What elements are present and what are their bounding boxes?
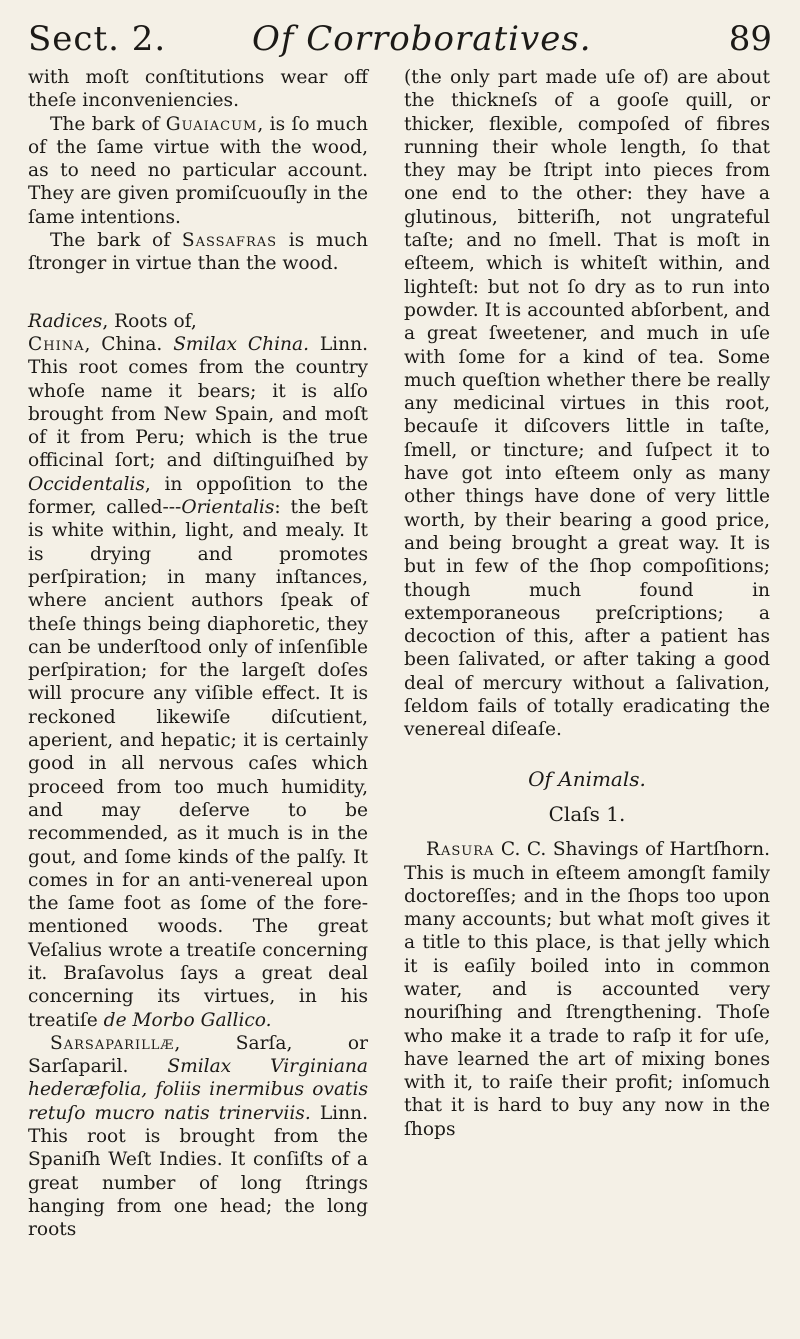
running-title: Of Corroboratives. xyxy=(252,19,592,59)
entry-name-china: China xyxy=(28,333,85,355)
latin-name-smilax-china: Smilax China. xyxy=(173,333,309,355)
text: The bark of xyxy=(50,113,166,135)
paragraph-guaiacum xyxy=(28,113,368,229)
paragraph-inconveniencies xyxy=(28,66,368,113)
class-heading: Claſs 1. xyxy=(548,801,626,826)
running-head xyxy=(28,14,772,64)
entry-heading-radices: Radices xyxy=(28,310,103,332)
entry-sarsaparilla xyxy=(28,1032,368,1242)
text: , Roots of, xyxy=(102,310,197,332)
text: , Sarſa, or Sarſaparil. xyxy=(28,1032,368,1078)
left-column xyxy=(28,66,368,1242)
paragraph-sassafras xyxy=(28,229,368,276)
paragraph-sarsaparilla-continued xyxy=(404,66,770,742)
text: is much ſtronger in virtue than the wood. xyxy=(28,230,368,275)
right-column xyxy=(404,66,770,1141)
entry-name-sarsaparilla: Sarsaparillæ xyxy=(50,1032,175,1054)
text: : the beſt is white within, light, and mealy. It is drying and promotes perſpiration; in many inſtances, where ancient authors ſpeak of theſe things being diaphoretic, they can be underſtood only of inſenſible perſpiration; for the largeſt doſes will procure any viſible effect. It is reckoned likewiſe diſcutient, aperient, and hepatic; it is certainly good in all nervous caſes which proceed from too much humidity, and may deſerve to be recommended, as it much is in the gout, and ſome kinds of the palſy. It comes in for an anti-venereal upon the ſame foot as ſome of the fore-mentioned woods. The great Veſalius wrote a treatiſe concerning it. Braſavolus ſays a great deal concerning its virtues, in his treatiſe xyxy=(28,497,368,1031)
text: with moſt conſtitutions wear off theſe inconveniencies. xyxy=(28,67,368,112)
entry-name-sassafras: Sassafras xyxy=(181,230,278,252)
section-heading-animals: Of Animals. xyxy=(528,766,646,791)
text: Linn. This root comes from the country whoſe name it bears; it is alſo brought from New Spain, and moſt of it from Peru; which is the true officinal ſort; and diſtinguiſhed by xyxy=(28,333,368,472)
section-number: Sect. 2. xyxy=(28,19,167,59)
spacer xyxy=(28,276,368,310)
text: Linn. This root is brought from the Spaniſh Weſt Indies. It conſiſts of a great number of long ſtrings hanging from one head; the long roots xyxy=(28,1102,368,1241)
latin-name-smilax-virginiana: Smilax Virginiana hederæfolia, foliis inermibus ovatis retuſo mucro natis trinerviis. xyxy=(28,1056,368,1124)
book-title-de-morbo-gallico: de Morbo Gallico. xyxy=(103,1009,272,1031)
entry-name-guaiacum: Guaiacum xyxy=(165,113,258,135)
text: , in oppoſition to the former, called--- xyxy=(28,473,368,519)
term-orientalis: Orientalis xyxy=(181,497,275,519)
entry-name-rasura: Rasura xyxy=(426,839,495,861)
text: , is ſo much of the ſame virtue with the wood, as to need no particular account. They are given promiſcuouſly in the ſame intentions. xyxy=(28,113,368,228)
text: , China. xyxy=(84,333,174,355)
page-number: 89 xyxy=(728,19,772,59)
text: C. C. Shavings of Hartſhorn. This is much in eſteem amongſt family doctoreſſes; and in the ſhops too upon many accounts; but what moſt gives it a title to this place, is that jelly which it is eaſily boiled into in common water, and is accounted very nouriſhing and ſtrengthening. Thoſe who make it a trade to raſp it for uſe, have learned the art of mixing bones with it, to raiſe their profit; inſomuch that it is hard to buy any now in the ſhops xyxy=(404,839,770,1140)
entry-rasura xyxy=(404,838,770,1141)
entry-china-root xyxy=(28,310,368,1032)
term-occidentalis: Occidentalis xyxy=(28,473,145,495)
text: (the only part made uſe of) are about the thickneſs of a gooſe quill, or thicker, flexible, compoſed of fibres running their whole length, ſo that they may be ſtript into pieces from one end to the other: they have a glutinous, bitteriſh, not ungrateful taſte; and no ſmell. That is moſt in eſteem, which is whiteſt within, and lighteſt: but not ſo dry as to run into powder. It is accounted abſorbent, and a great ſweetener, and much in uſe with ſome for a kind of tea. Some much queſtion whether there be really any medicinal virtues in this root, becauſe it diſcovers little in taſte, ſmell, or tincture; and ſuſpect it to have got into eſteem only as many other things have done of very little worth, by their bearing a good price, and being brought a great way. It is but in few of the ſhop compoſitions; though much found in extemporaneous preſcriptions; a decoction of this, after a patient has been ſalivated, or after taking a good deal of mercury without a ſalivation, ſeldom fails of totally eradicating the venereal diſeaſe. xyxy=(404,67,770,741)
text: The bark of xyxy=(50,230,182,252)
